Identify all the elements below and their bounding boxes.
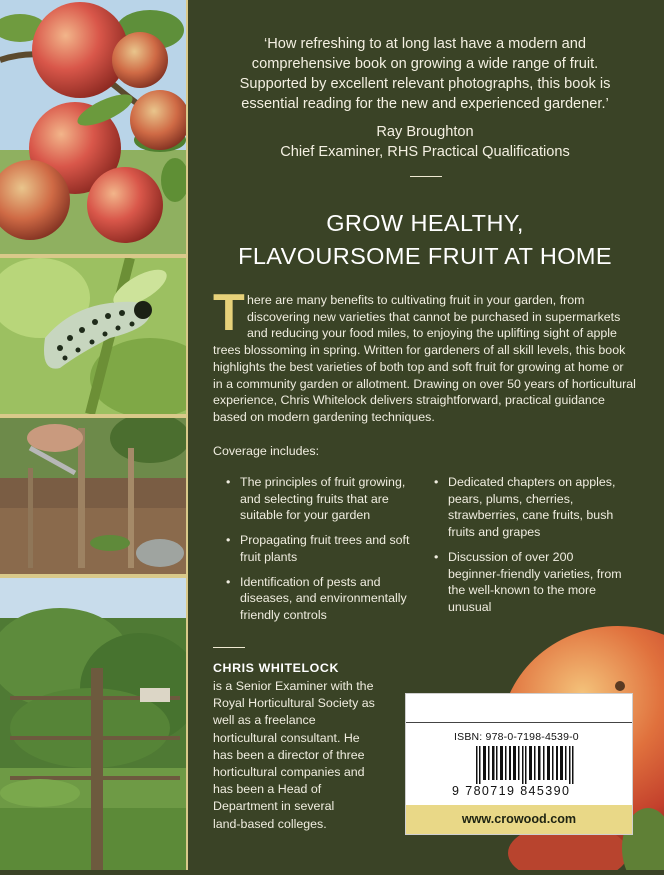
- list-item-line: fruits and grapes: [448, 525, 541, 540]
- quote-author-title: Chief Examiner, RHS Practical Qualifications: [280, 144, 570, 160]
- list-item: [226, 532, 418, 565]
- bio-line: is a Senior Examiner with the: [213, 679, 374, 693]
- quote-line: Supported by excellent relevant photographs, this book is: [239, 76, 611, 92]
- bio-line: horticultural consultant. He: [213, 730, 360, 745]
- grafting-rootstock-photo: [0, 418, 186, 574]
- apples-on-branch-photo: [0, 0, 186, 254]
- list-item-line: • The principles of fruit growing,: [240, 475, 406, 489]
- list-item: [434, 474, 630, 541]
- bio-line: land-based colleges.: [213, 816, 327, 831]
- isbn-label: ISBN: 978-0-7198-4539-0: [454, 731, 579, 743]
- bio-line: has been a Head of: [213, 782, 322, 797]
- quote-author: Ray Broughton: [376, 124, 474, 140]
- list-item: [226, 474, 418, 524]
- coverage-list-right: [434, 474, 630, 624]
- espalier-tree-photo: [0, 578, 186, 870]
- divider: [213, 647, 245, 648]
- barcode-icon: [476, 746, 576, 784]
- intro-paragraph: [213, 284, 653, 426]
- list-item-line: unusual: [448, 599, 492, 614]
- list-item: [434, 549, 630, 616]
- list-item: [226, 574, 418, 624]
- list-item-line: • Propagating fruit trees and soft: [240, 533, 410, 548]
- list-item-line: the well-known to the more: [448, 583, 597, 598]
- quote-attribution: [200, 122, 650, 162]
- drop-cap: T: [213, 284, 245, 342]
- photo-strip: [0, 0, 188, 870]
- bio-line: well as a freelance: [213, 713, 316, 728]
- bio-line: Department in several: [213, 799, 335, 814]
- review-quote: [200, 34, 650, 114]
- divider: [410, 176, 442, 177]
- paragraph-line: based on modern gardening techniques.: [213, 409, 435, 424]
- headline-line: GROW HEALTHY,: [326, 210, 524, 236]
- list-item-line: diseases, and environmentally: [240, 591, 407, 606]
- author-name: CHRIS WHITELOCK: [213, 661, 340, 675]
- list-item-line: fruit plants: [240, 549, 298, 564]
- coverage-list-left: [226, 474, 418, 632]
- quote-line: comprehensive book on growing a wide range of fruit.: [251, 56, 599, 72]
- paragraph-line: highlights the best varieties of both top and soft fruit for growing at home or: [213, 359, 624, 374]
- list-item-line: pears, plums, cherries,: [448, 491, 574, 506]
- bio-line: Royal Horticultural Society as: [213, 696, 375, 711]
- price-band: [406, 694, 632, 723]
- headline-line: FLAVOURSOME FRUIT AT HOME: [238, 243, 612, 269]
- headline: [200, 207, 650, 273]
- author-bio: [213, 678, 388, 833]
- list-item-line: • Dedicated chapters on apples,: [448, 475, 616, 489]
- barcode-number: 9 780719 845390: [452, 784, 571, 798]
- list-item-line: beginner-friendly varieties, from: [448, 566, 622, 581]
- list-item-line: suitable for your garden: [240, 508, 371, 523]
- list-item-line: and selecting fruits that are: [240, 491, 389, 506]
- coverage-title: Coverage includes:: [213, 444, 320, 458]
- paragraph-line: experience, Chris Whitelock delivers straightforward, practical guidance: [213, 393, 605, 408]
- bio-line: horticultural companies and: [213, 765, 365, 780]
- list-item-line: friendly controls: [240, 607, 327, 622]
- list-item-line: strawberries, cane fruits, bush: [448, 508, 614, 523]
- barcode-panel: [405, 693, 633, 835]
- paragraph-line: discovering new varieties that cannot be purchased in supermarkets: [247, 309, 621, 324]
- paragraph-line: trees blossoming in spring. Written for gardeners of all skill levels, this book: [213, 343, 626, 358]
- list-item-line: • Identification of pests and: [240, 574, 381, 589]
- quote-line: essential reading for the new and experienced gardener.’: [241, 96, 609, 112]
- paragraph-line: in a community garden or allotment. Drawing on over 50 years of horticultural: [213, 376, 636, 391]
- sawfly-larva-photo: [0, 258, 186, 414]
- quote-line: ‘How refreshing to at long last have a modern and: [263, 36, 587, 52]
- list-item-line: • Discussion of over 200: [448, 549, 574, 564]
- paragraph-line: here are many benefits to cultivating fruit in your garden, from: [247, 293, 585, 307]
- publisher-url[interactable]: www.crowood.com: [406, 805, 632, 834]
- paragraph-line: and reducing your food miles, to enjoying the uplifting sight of apple: [247, 326, 617, 341]
- bio-line: has been a director of three: [213, 747, 365, 762]
